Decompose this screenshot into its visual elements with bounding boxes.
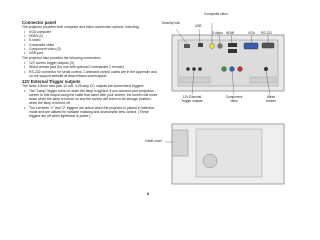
list-item: • USB port — [22, 51, 158, 55]
component-pb-jack — [230, 67, 235, 72]
list-item: • Composite video — [22, 43, 158, 47]
list-item: • The Lensfree “1” and “2” triggers are active when the projector is placed in letterbox mode and are utilized for variable masking and anamorphic lens control. (These triggers are off when lightbricst is active.) — [22, 106, 158, 119]
list-item: • The “Lamp” trigger turns on when the lamp is lighted. If you connect your projection screen to this output using the cable that came with your screen, the screen will move down when the lamp is turned on and the screen will return to its storage position, when the lamp is turned off. — [22, 89, 158, 106]
vga-label: VGA — [248, 31, 255, 35]
vent — [180, 77, 210, 83]
extras-list — [22, 61, 158, 78]
trigger-jack-1 — [186, 67, 190, 71]
text-column — [22, 20, 158, 119]
s-video-jack — [218, 44, 223, 49]
cable-cover — [172, 130, 188, 156]
rs232-label: RS-232 — [261, 31, 272, 35]
wired-remote-jack — [264, 67, 268, 71]
connector-intro: The projector provides both computer and video connection options, including: — [22, 25, 140, 30]
trigger-list — [22, 89, 158, 118]
power-inlet — [250, 77, 276, 83]
hdmi-port-1 — [228, 43, 237, 47]
connector-panel-heading: Connector panel — [22, 20, 56, 25]
composite-video-label: Composite video — [204, 12, 228, 16]
list-item: • Component video (3) — [22, 47, 158, 51]
lens-housing — [203, 154, 217, 168]
rs232-port — [262, 43, 274, 48]
security-lock-port — [184, 44, 190, 48]
connector-also: The projector also provides the following connectors: — [22, 56, 102, 61]
list-item: • 12V screen trigger outputs (3) — [22, 61, 158, 65]
cable-cover-label: Cable cover — [145, 139, 163, 143]
component-pr-jack — [238, 67, 243, 72]
composite-jack — [210, 44, 215, 49]
list-item: • S-video — [22, 38, 158, 42]
trigger-jack-2 — [192, 67, 196, 71]
hdmi-label: HDMI — [226, 31, 235, 35]
list-item: • HDMI (2) — [22, 34, 158, 38]
connector-panel-diagram — [145, 9, 292, 185]
usb-port — [198, 43, 203, 47]
wired-remote-label: Wired remote — [266, 95, 276, 103]
list-item: • RS-232 connector for serial control. Command control codes are in the Appendix and on our support website at www.infocus.com/support. — [22, 70, 158, 78]
trigger-intro: The three 3.5mm mini-jack 12 volt, 0.25 amp DC outputs are screen/lens triggers: — [22, 84, 145, 89]
trigger-jack-3 — [198, 67, 202, 71]
list-item: • VGA computer — [22, 30, 158, 34]
connector-list — [22, 30, 158, 56]
list-item: • Wired remote jack (for use with optional Commander 2 remote) — [22, 65, 158, 69]
security-lock-label: Security lock — [162, 21, 181, 25]
trigger-heading: 12V External Trigger outputs — [22, 78, 81, 84]
vga-port — [244, 43, 258, 49]
component-video-label: Component video — [225, 95, 243, 103]
s-video-label: S-video — [212, 31, 223, 35]
component-y-jack — [222, 67, 227, 72]
trigger-outputs-label: 12V External Trigger outputs — [181, 95, 203, 103]
hdmi-port-2 — [228, 49, 237, 53]
usb-label: USB — [195, 24, 202, 28]
page-number: 6 — [147, 191, 150, 196]
body-recess — [196, 129, 262, 177]
